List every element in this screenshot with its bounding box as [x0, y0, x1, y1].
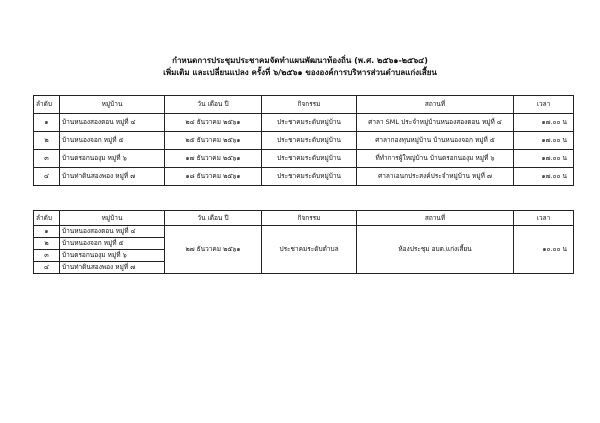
row-village: บ้านตรอกนองุม หมู่ที่ ๖: [60, 250, 165, 262]
row-order: ๓: [34, 250, 60, 262]
row-activity: ประชาคมระดับหมู่บ้าน: [262, 168, 357, 186]
row-village: บ้านหนองสองตอน หมู่ที่ ๔: [60, 226, 165, 238]
row-village: บ้านหนองจอก หมู่ที่ ๕: [60, 132, 165, 150]
table-row: [34, 114, 574, 132]
schedule-table-village: [33, 95, 574, 186]
row-time: ๑๗.๐๐ น: [514, 132, 574, 150]
table-header-row: [34, 211, 574, 226]
header-date: วัน เดือน ปี: [165, 211, 262, 226]
row-activity: ประชาคมระดับหมู่บ้าน: [262, 150, 357, 168]
row-order: ๑: [34, 114, 60, 132]
row-place: ศาลากองทุนหมู่บ้าน บ้านหนองจอก หมู่ที่ ๕: [357, 132, 514, 150]
header-activity: กิจกรรม: [262, 211, 357, 226]
merged-time: ๑๐.๐๐ น: [514, 226, 574, 274]
header-activity: กิจกรรม: [262, 96, 357, 114]
table-row: [34, 168, 574, 186]
row-place: ที่ทำการผู้ใหญ่บ้าน บ้านตรอกนองุม หมู่ที่ ๖: [357, 150, 514, 168]
merged-activity: ประชาคมระดับตำบล: [262, 226, 357, 274]
row-order: ๔: [34, 168, 60, 186]
header-place: สถานที่: [357, 211, 514, 226]
row-order: ๓: [34, 150, 60, 168]
header-time: เวลา: [514, 211, 574, 226]
merged-place: ห้องประชุม อบต.แก่งเสี้ยน: [357, 226, 514, 274]
document-subtitle: เพิ่มเติม และเปลี่ยนแปลง ครั้งที่ ๖/๒๕๖๑ ขององค์การบริหารส่วนตำบลแก่งเสี้ยน: [163, 68, 437, 77]
header-date: วัน เดือน ปี: [165, 96, 262, 114]
table-row: [34, 150, 574, 168]
header-order: ลำดับ: [34, 96, 60, 114]
row-place: ศาลาเอนกประสงค์ประจำหมู่บ้าน หมู่ที่ ๗: [357, 168, 514, 186]
row-place: ศาลา SML ประจำหมู่บ้านหนองสองตอน หมู่ที่ ๔: [357, 114, 514, 132]
table-row: [34, 132, 574, 150]
row-order: ๒: [34, 238, 60, 250]
row-village: บ้านท่าดินสองพอง หมู่ที่ ๗: [60, 168, 165, 186]
header-village: หมู่บ้าน: [60, 96, 165, 114]
table-header-row: [34, 96, 574, 114]
row-date: ๑๗ ธันวาคม ๒๕๖๑: [165, 150, 262, 168]
row-order: ๑: [34, 226, 60, 238]
schedule-table-subdistrict: [33, 210, 574, 274]
row-village: บ้านท่าดินสองพอง หมู่ที่ ๗: [60, 262, 165, 274]
table-row: [34, 226, 574, 238]
row-activity: ประชาคมระดับหมู่บ้าน: [262, 114, 357, 132]
header-order: ลำดับ: [34, 211, 60, 226]
header-village: หมู่บ้าน: [60, 211, 165, 226]
row-date: ๒๕ ธันวาคม ๒๕๖๑: [165, 132, 262, 150]
row-date: ๑๘ ธันวาคม ๒๕๖๑: [165, 168, 262, 186]
row-village: บ้านตรอกนองุม หมู่ที่ ๖: [60, 150, 165, 168]
row-village: บ้านหนองสองตอน หมู่ที่ ๔: [60, 114, 165, 132]
row-time: ๑๗.๐๐ น: [514, 150, 574, 168]
row-time: ๑๗.๐๐ น: [514, 168, 574, 186]
document-title: กำหนดการประชุมประชาคมจัดทำแผนพัฒนาท้องถิ่น (พ.ศ. ๒๕๖๑-๒๕๖๔): [172, 56, 428, 65]
header-time: เวลา: [514, 96, 574, 114]
row-time: ๑๗.๐๐ น: [514, 114, 574, 132]
row-village: บ้านหนองจอก หมู่ที่ ๕: [60, 238, 165, 250]
merged-date: ๒๗ ธันวาคม ๒๕๖๑: [165, 226, 262, 274]
row-date: ๒๔ ธันวาคม ๒๕๖๑: [165, 114, 262, 132]
row-activity: ประชาคมระดับหมู่บ้าน: [262, 132, 357, 150]
row-order: ๔: [34, 262, 60, 274]
row-order: ๒: [34, 132, 60, 150]
header-place: สถานที่: [357, 96, 514, 114]
